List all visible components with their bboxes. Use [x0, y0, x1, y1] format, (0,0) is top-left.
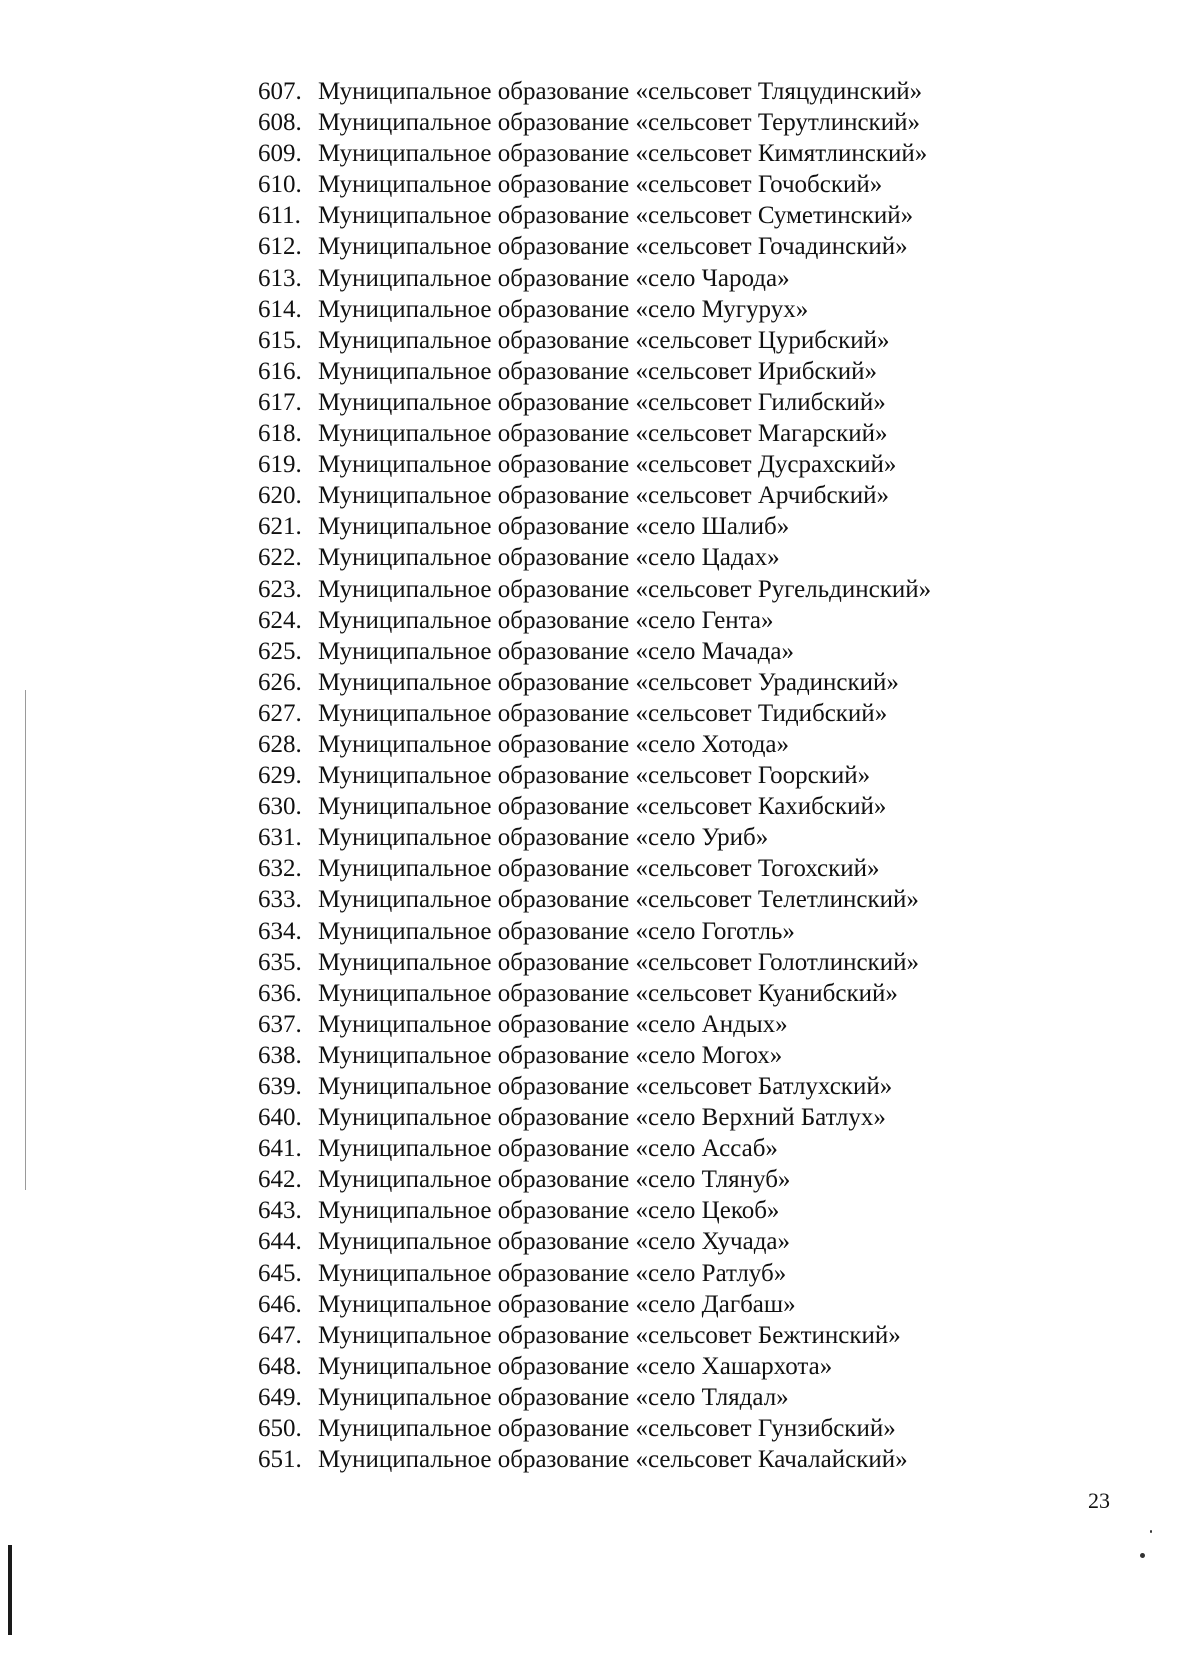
item-text: Муниципальное образование «село Цадах» [318, 544, 780, 572]
item-number: 642. [258, 1166, 302, 1194]
item-text: Муниципальное образование «село Чарода» [318, 264, 790, 292]
list-item [258, 449, 931, 480]
item-number: 640. [258, 1104, 302, 1132]
list-item [258, 574, 931, 605]
item-number: 633. [258, 886, 302, 914]
item-number: 645. [258, 1259, 302, 1287]
list-item [258, 1195, 931, 1226]
item-text: Муниципальное образование «сельсовет Урадинский» [318, 668, 899, 696]
list-item [258, 294, 931, 325]
item-number: 622. [258, 544, 302, 572]
list-item [258, 231, 931, 262]
item-number: 613. [258, 264, 302, 292]
list-item [258, 1102, 931, 1133]
item-number: 636. [258, 979, 302, 1007]
list-item [258, 605, 931, 636]
item-text: Муниципальное образование «сельсовет Телетлинский» [318, 886, 919, 914]
item-text: Муниципальное образование «сельсовет Ирибский» [318, 357, 877, 385]
item-number: 644. [258, 1228, 302, 1256]
list-item [258, 1009, 931, 1040]
item-number: 621. [258, 513, 302, 541]
list-item [258, 200, 931, 231]
item-number: 631. [258, 824, 302, 852]
item-number: 638. [258, 1041, 302, 1069]
item-number: 617. [258, 388, 302, 416]
list-item [258, 138, 931, 169]
item-text: Муниципальное образование «сельсовет Гочобский» [318, 171, 883, 199]
item-number: 618. [258, 420, 302, 448]
list-item [258, 636, 931, 667]
item-text: Муниципальное образование «сельсовет Тляцудинский» [318, 78, 923, 105]
item-number: 629. [258, 762, 302, 790]
list-item [258, 884, 931, 915]
item-number: 649. [258, 1383, 302, 1411]
list-item [258, 542, 931, 573]
list-item [258, 1444, 931, 1475]
item-text: Муниципальное образование «сельсовет Гилибский» [318, 388, 886, 416]
scan-artifact-edge [8, 1545, 12, 1635]
item-number: 626. [258, 668, 302, 696]
list-item [258, 418, 931, 449]
item-text: Муниципальное образование «сельсовет Цурибский» [318, 326, 890, 354]
list-item [258, 667, 931, 698]
list-item [258, 511, 931, 542]
list-item [258, 1320, 931, 1351]
item-text: Муниципальное образование «сельсовет Тогохский» [318, 855, 880, 883]
item-number: 620. [258, 482, 302, 510]
item-text: Муниципальное образование «сельсовет Магарский» [318, 420, 888, 448]
item-number: 647. [258, 1321, 302, 1349]
item-text: Муниципальное образование «сельсовет Гоорский» [318, 762, 871, 790]
item-number: 609. [258, 140, 302, 168]
item-text: Муниципальное образование «село Ассаб» [318, 1135, 778, 1163]
list-item [258, 947, 931, 978]
item-text: Муниципальное образование «село Дагбаш» [318, 1290, 796, 1318]
item-number: 639. [258, 1073, 302, 1100]
item-text: Муниципальное образование «село Гоготль» [318, 917, 795, 945]
item-text: Муниципальное образование «сельсовет Кимятлинский» [318, 140, 928, 168]
item-text: Муниципальное образование «село Могох» [318, 1041, 783, 1069]
list-item [258, 978, 931, 1009]
item-text: Муниципальное образование «село Верхний Батлух» [318, 1104, 886, 1132]
list-item [258, 387, 931, 418]
item-text: Муниципальное образование «село Тлянуб» [318, 1166, 791, 1194]
scan-speck [1140, 1553, 1145, 1558]
item-number: 643. [258, 1197, 302, 1225]
item-text: Муниципальное образование «село Хотода» [318, 730, 790, 758]
list-item [258, 698, 931, 729]
list-item [258, 325, 931, 356]
item-number: 637. [258, 1010, 302, 1038]
list-item [258, 1289, 931, 1320]
item-number: 650. [258, 1415, 302, 1443]
item-number: 641. [258, 1135, 302, 1163]
item-number: 615. [258, 326, 302, 354]
item-text: Муниципальное образование «село Мачада» [318, 637, 794, 665]
list-item [258, 729, 931, 760]
item-number: 611. [258, 202, 301, 230]
page-number: 23 [1088, 1488, 1110, 1513]
item-number: 628. [258, 730, 302, 758]
item-text: Муниципальное образование «сельсовет Ругельдинский» [318, 575, 932, 603]
item-number: 608. [258, 109, 302, 137]
item-text: Муниципальное образование «село Ратлуб» [318, 1259, 787, 1287]
item-text: Муниципальное образование «село Шалиб» [318, 513, 790, 541]
item-text: Муниципальное образование «сельсовет Бежтинский» [318, 1321, 901, 1349]
item-number: 625. [258, 637, 302, 665]
list-item [258, 791, 931, 822]
item-text: Муниципальное образование «сельсовет Тидибский» [318, 699, 888, 727]
item-text: Муниципальное образование «сельсовет Дусрахский» [318, 451, 897, 479]
item-number: 634. [258, 917, 302, 945]
list-item [258, 1071, 931, 1102]
item-number: 610. [258, 171, 302, 199]
item-number: 648. [258, 1352, 302, 1380]
list-item [258, 760, 931, 791]
item-text: Муниципальное образование «село Хашархота» [318, 1352, 833, 1380]
item-text: Муниципальное образование «село Мугурух» [318, 295, 809, 323]
list-item [258, 169, 931, 200]
list-item [258, 1351, 931, 1382]
municipality-list [258, 76, 931, 1475]
item-number: 651. [258, 1446, 302, 1474]
item-text: Муниципальное образование «сельсовет Батлухский» [318, 1073, 893, 1100]
item-number: 630. [258, 793, 302, 821]
item-text: Муниципальное образование «село Уриб» [318, 824, 769, 852]
item-number: 612. [258, 233, 302, 261]
item-text: Муниципальное образование «сельсовет Голотлинский» [318, 948, 919, 976]
list-item [258, 853, 931, 884]
item-number: 632. [258, 855, 302, 883]
item-text: Муниципальное образование «сельсовет Суметинский» [318, 202, 914, 230]
item-text: Муниципальное образование «сельсовет Качалайский» [318, 1446, 908, 1474]
item-number: 614. [258, 295, 302, 323]
list-item [258, 263, 931, 294]
scan-speck [1150, 1530, 1152, 1533]
list-item [258, 1164, 931, 1195]
item-text: Муниципальное образование «сельсовет Кахибский» [318, 793, 887, 821]
item-text: Муниципальное образование «село Гента» [318, 606, 774, 634]
item-number: 607. [258, 78, 302, 105]
list-item [258, 822, 931, 853]
list-item [258, 76, 931, 107]
list-item [258, 480, 931, 511]
item-text: Муниципальное образование «село Хучада» [318, 1228, 791, 1256]
item-text: Муниципальное образование «село Тлядал» [318, 1383, 789, 1411]
list-item [258, 1382, 931, 1413]
list-item [258, 1133, 931, 1164]
list-item [258, 107, 931, 138]
item-text: Муниципальное образование «сельсовет Гунзибский» [318, 1415, 896, 1443]
item-number: 619. [258, 451, 302, 479]
item-text: Муниципальное образование «село Цекоб» [318, 1197, 780, 1225]
list-item [258, 1258, 931, 1289]
item-text: Муниципальное образование «сельсовет Арчибский» [318, 482, 889, 510]
item-text: Муниципальное образование «сельсовет Гочадинский» [318, 233, 908, 261]
item-number: 616. [258, 357, 302, 385]
item-number: 623. [258, 575, 302, 603]
item-text: Муниципальное образование «село Андых» [318, 1010, 788, 1038]
item-text: Муниципальное образование «сельсовет Терутлинский» [318, 109, 920, 137]
list-item [258, 1226, 931, 1257]
list-item [258, 1040, 931, 1071]
item-text: Муниципальное образование «сельсовет Куанибский» [318, 979, 898, 1007]
list-item [258, 916, 931, 947]
item-number: 624. [258, 606, 302, 634]
list-item [258, 1413, 931, 1444]
scan-artifact-line [25, 690, 26, 1190]
list-item [258, 356, 931, 387]
item-number: 627. [258, 699, 302, 727]
item-number: 646. [258, 1290, 302, 1318]
item-number: 635. [258, 948, 302, 976]
